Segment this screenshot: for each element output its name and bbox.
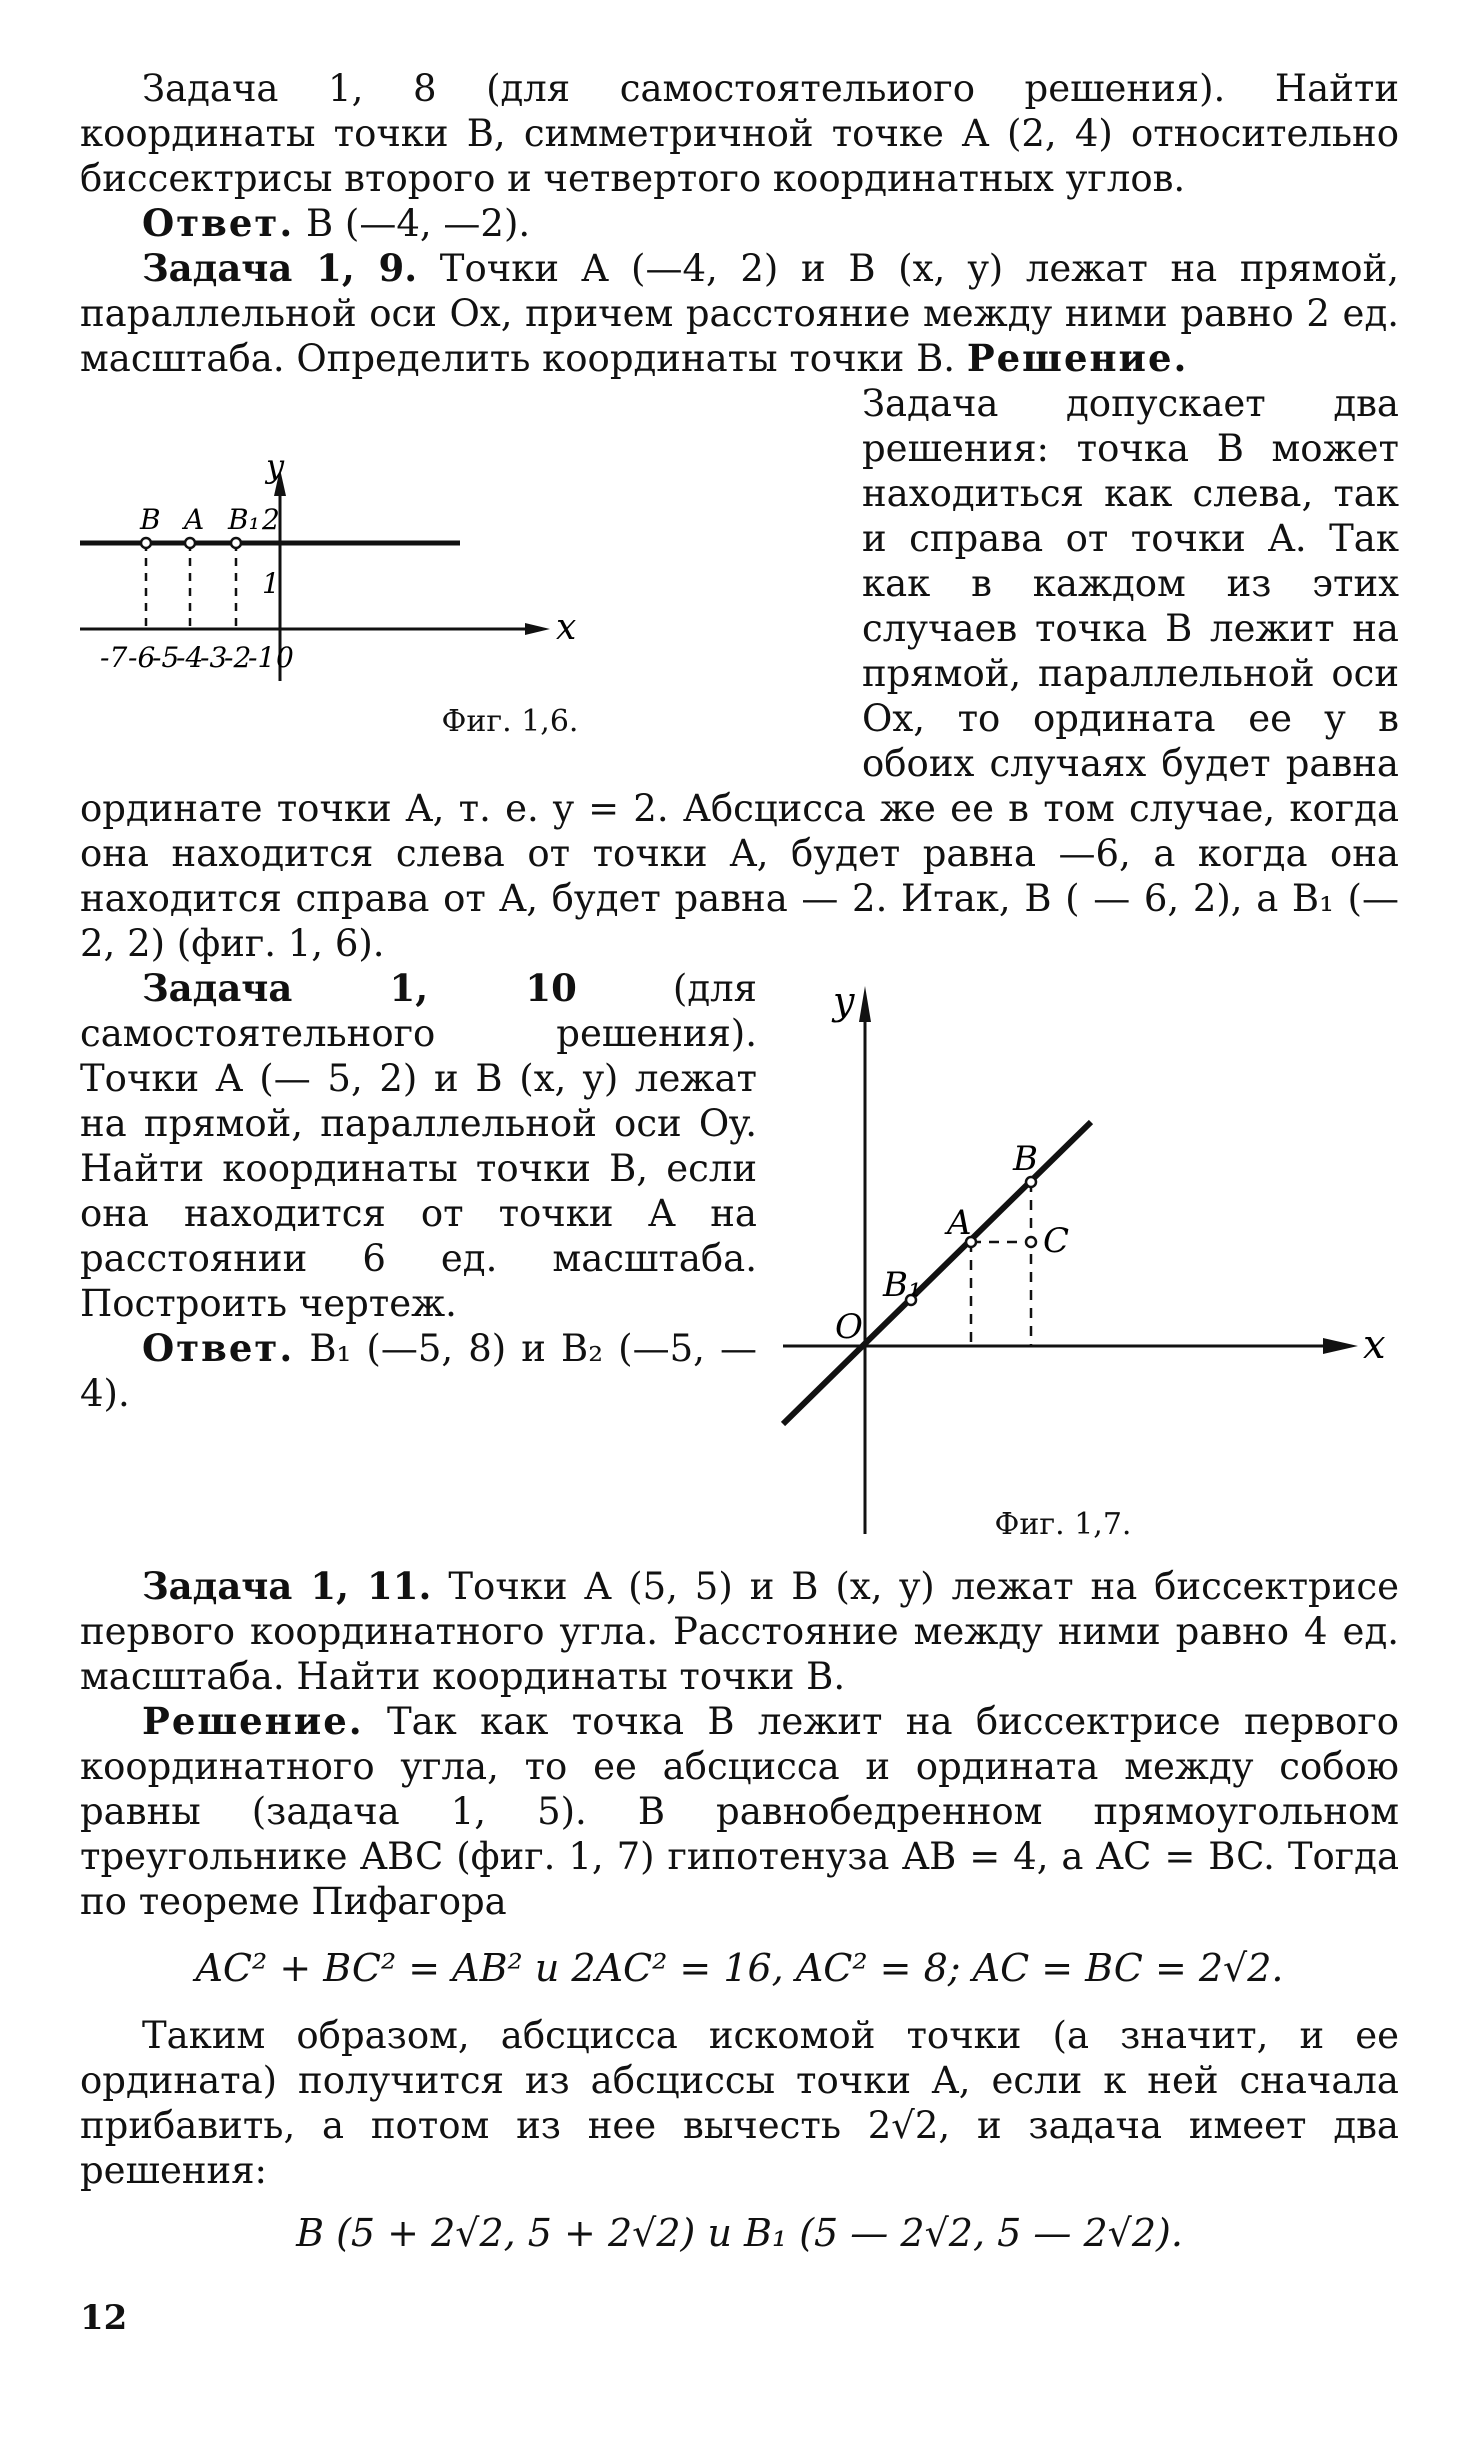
- label-b: B: [1013, 1139, 1038, 1179]
- final-formula: B (5 + 2√2, 5 + 2√2) и B₁ (5 — 2√2, 5 — 2√2).: [296, 2211, 1183, 2255]
- point-c: [1026, 1237, 1036, 1247]
- figure-1-7-caption: Фиг. 1,7.: [994, 1507, 1132, 1542]
- origin-label: O: [835, 1307, 863, 1347]
- figure-1-6-graphic: [80, 381, 850, 753]
- x-axis-arrow: [525, 623, 550, 635]
- figure-1-6-caption: Фиг. 1,6.: [441, 704, 579, 739]
- label-a: A: [947, 1203, 972, 1243]
- x-axis-label: x: [556, 607, 577, 648]
- x-tick-m1: -1: [248, 641, 276, 674]
- problem-1-9-solution-text: Задача допускает два решения: точка B может находиться как слева, так и справа от точки A. Так как в каждом из этих случаев точка B лежит на прямой, параллельной оси Ox, то ордината ее y в обоих случаях будет равна ординате точки A, т. е. y = 2. Абсцисса же ее в том случае, когда она находится слева от точки A, будет равна —6, а когда она находится справа от A, будет равна — 2. Итак, B ( — 6, 2), а B₁ (—2, 2) (фиг. 1, 6).: [80, 382, 1399, 965]
- y-axis-label: y: [266, 447, 285, 485]
- x-axis-arrow: [1323, 1338, 1358, 1354]
- label-a: A: [184, 503, 205, 536]
- x-tick-m2: -2: [224, 641, 252, 674]
- problem-1-10-title: Задача 1, 10: [142, 966, 577, 1010]
- answer-value: B (—4, —2).: [305, 202, 531, 245]
- origin-label: 0: [276, 641, 294, 674]
- pythagoras-formula: AC² + BC² = AB² и 2AC² = 16, AC² = 8; AC = BC = 2√2.: [195, 1946, 1284, 1990]
- figure-1-7: [773, 974, 1413, 1564]
- x-tick-m5: -5: [152, 641, 180, 674]
- problem-1-11-text: [80, 1564, 1399, 1699]
- x-tick-m6: -6: [128, 641, 156, 674]
- answer-label: Ответ.: [142, 1326, 295, 1370]
- figure-1-6: [80, 381, 850, 753]
- y-tick-2: 2: [262, 503, 280, 536]
- problem-1-9-title: Задача 1, 9.: [142, 246, 418, 290]
- problem-1-11-body: Точки A (5, 5) и B (x, y) лежат на биссектрисе первого координатного угла. Расстояние между ними равно 4 ед. масштаба. Найти координаты точки B.: [80, 1565, 1400, 1698]
- y-tick-1: 1: [262, 567, 280, 600]
- point-b: [141, 538, 151, 548]
- label-b1: B₁: [228, 503, 260, 536]
- label-c: C: [1043, 1221, 1070, 1261]
- x-tick-m3: -3: [200, 641, 228, 674]
- x-tick-m7: -7: [100, 641, 128, 674]
- problem-1-8-answer: [80, 201, 1399, 246]
- point-b1: [231, 538, 241, 548]
- label-b: B: [140, 503, 161, 536]
- solution-label: Решение.: [966, 336, 1189, 380]
- problem-1-11-title: Задача 1, 11.: [142, 1564, 432, 1608]
- problem-1-11-solution: [80, 1699, 1399, 1924]
- label-b1: B₁: [883, 1265, 922, 1305]
- x-axis-label: x: [1363, 1322, 1386, 1368]
- x-tick-m4: -4: [176, 641, 204, 674]
- y-axis-label: y: [833, 979, 855, 1023]
- figure-1-7-block: [80, 966, 1399, 1564]
- figure-1-7-graphic: [773, 974, 1413, 1564]
- y-axis-arrow: [859, 986, 871, 1022]
- problem-1-11-continuation: Таким образом, абсцисса искомой точки (а значит, и ее ордината) получится из абсциссы точки A, если к ней сначала прибавить, а потом из нее вычесть 2√2, и задача имеет два решения:: [80, 2014, 1399, 2192]
- answer-label: Ответ.: [142, 201, 295, 245]
- problem-1-9-intro: [80, 246, 1399, 381]
- point-a: [185, 538, 195, 548]
- page-number: 12: [80, 2298, 128, 2338]
- bisector-line: [783, 1122, 1091, 1424]
- figure-1-6-block: [80, 381, 1399, 966]
- answer-value: B₁ (—5, 8) и B₂ (—5, —4).: [80, 1327, 757, 1415]
- problem-1-10-body: (для самостоятельного решения). Точки A (— 5, 2) и B (x, y) лежат на прямой, параллельной оси Oy. Найти координаты точки B, если она находится от точки A на расстоянии 6 ед. масштаба. Построить чертеж.: [80, 967, 757, 1325]
- problem-1-9-text: Точки A (—4, 2) и B (x, y) лежат на прямой, параллельной оси Ox, причем расстояние между ними равно 2 ед. масштаба. Определить координаты точки B.: [80, 247, 1399, 380]
- solution-text: Так как точка B лежит на биссектрисе первого координатного угла, то ее абсцисса и ордината между собою равны (задача 1, 5). В равнобедренном прямоугольном треугольнике ABC (фиг. 1, 7) гипотенуза AB = 4, а AC = BC. Тогда по теореме Пифагора: [80, 1700, 1399, 1923]
- problem-1-8-text: Задача 1, 8 (для самостоятельиого решения). Найти координаты точки B, симметричной точке A (2, 4) относительно биссектрисы второго и четвертого координатных углов.: [80, 67, 1399, 200]
- solution-label: Решение.: [142, 1699, 364, 1743]
